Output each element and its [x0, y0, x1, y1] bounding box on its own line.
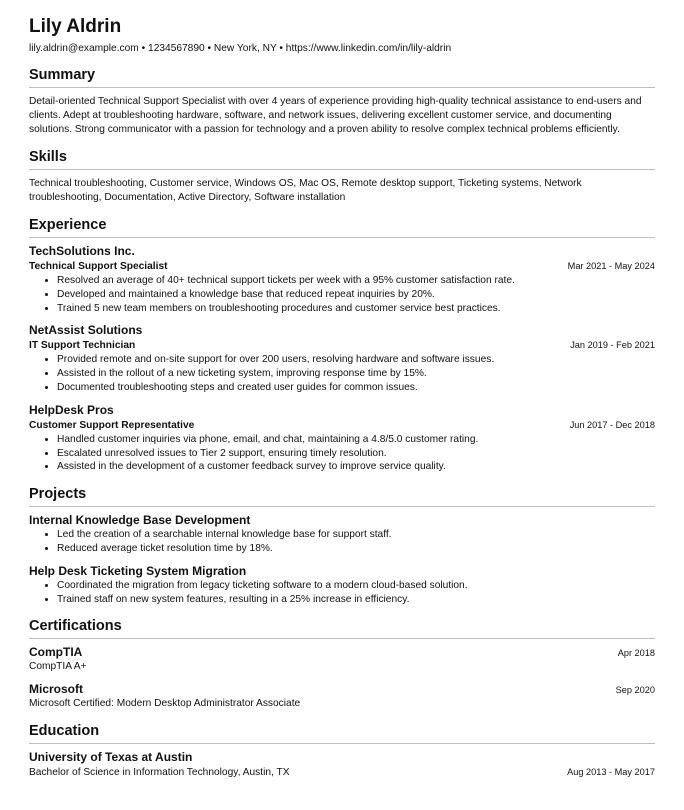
experience-section: [29, 216, 655, 474]
job-bullet: • Provided remote and on-site support for over 200 users, resolving hardware and software issues.: [57, 353, 655, 367]
summary-section: [29, 66, 655, 137]
certifications-heading: Certifications: [29, 617, 655, 639]
job-role: Customer Support Representative: [29, 419, 195, 431]
certification-date: Sep 2020: [615, 685, 655, 696]
certification-entry: [29, 645, 655, 674]
certification-entry: [29, 682, 655, 711]
project-name: Help Desk Ticketing System Migration: [29, 563, 247, 578]
resume-header: [29, 16, 655, 56]
project-bullet: • Trained staff on new system features, resulting in a 25% increase in efficiency.: [57, 593, 655, 607]
project-name: Internal Knowledge Base Development: [29, 513, 251, 528]
project-entry: [29, 513, 655, 556]
certification-issuer: Microsoft: [29, 682, 83, 697]
education-heading: Education: [29, 722, 655, 744]
projects-heading: Projects: [29, 485, 655, 507]
skills-text: Technical troubleshooting, Customer service, Windows OS, Mac OS, Remote desktop support, Ticketing systems, Network troubleshooting, Documentation, Active Directory, Software installation: [29, 178, 582, 203]
job-bullets: [29, 274, 655, 315]
contact-line: lily.aldrin@example.com • 1234567890 • New York, NY • https://www.linkedin.com/in/lily-aldrin: [29, 43, 452, 54]
education-school: University of Texas at Austin: [29, 750, 193, 765]
job-bullet: • Assisted in the rollout of a new ticketing system, improving response time by 15%.: [57, 367, 655, 381]
job-dates: Jun 2017 - Dec 2018: [569, 419, 655, 430]
job-dates: Jan 2019 - Feb 2021: [570, 340, 655, 351]
job-bullet: • Handled customer inquiries via phone, email, and chat, maintaining a 4.8/5.0 customer rating.: [57, 433, 655, 447]
experience-heading: Experience: [29, 216, 655, 238]
job-entry: [29, 403, 655, 474]
job-bullets: [29, 433, 655, 474]
job-bullet: • Assisted in the development of a customer feedback survey to improve service quality.: [57, 460, 655, 474]
job-bullet: • Escalated unresolved issues to Tier 2 support, ensuring timely resolution.: [57, 447, 655, 461]
job-entry: [29, 323, 655, 394]
job-company: TechSolutions Inc.: [29, 244, 135, 258]
job-bullet: • Resolved an average of 40+ technical support tickets per week with a 95% customer satisfaction rate.: [57, 274, 655, 288]
certification-date: Apr 2018: [617, 648, 655, 659]
certification-issuer: CompTIA: [29, 645, 83, 660]
certification-name: Microsoft Certified: Modern Desktop Administrator Associate: [29, 698, 301, 710]
project-bullets: [29, 528, 655, 556]
job-entry: [29, 244, 655, 315]
projects-section: [29, 485, 655, 606]
certification-name: CompTIA A+: [29, 661, 87, 673]
summary-text: Detail-oriented Technical Support Specialist with over 4 years of experience providing high-quality technical assistance to end-users and clients. Adept at troubleshooting hardware, software, and network issues, delivering excellent customer service, and documenting solutions. Strong communicator with a passion for technology and a proven ability to resolve complex technical problems efficiently.: [29, 96, 642, 135]
education-dates: Aug 2013 - May 2017: [567, 767, 655, 778]
education-section: [29, 722, 655, 780]
certifications-section: [29, 617, 655, 711]
job-bullets: [29, 353, 655, 394]
job-company: NetAssist Solutions: [29, 323, 143, 338]
skills-heading: Skills: [29, 148, 655, 170]
candidate-name: Lily Aldrin: [29, 16, 122, 37]
job-bullet: • Developed and maintained a knowledge base that reduced repeat inquiries by 20%.: [57, 288, 655, 302]
education-degree: Bachelor of Science in Information Technology, Austin, TX: [29, 767, 290, 779]
job-role: IT Support Technician: [29, 340, 136, 352]
job-bullet: • Trained 5 new team members on troubleshooting procedures and customer service best practices.: [57, 302, 655, 316]
project-bullet: • Led the creation of a searchable internal knowledge base for support staff.: [57, 528, 655, 542]
skills-section: [29, 148, 655, 205]
project-bullets: [29, 579, 655, 607]
job-company: HelpDesk Pros: [29, 402, 114, 417]
job-bullet: • Documented troubleshooting steps and created user guides for common issues.: [57, 381, 655, 395]
summary-heading: Summary: [29, 66, 655, 88]
project-bullet: • Reduced average ticket resolution time by 18%.: [57, 542, 655, 556]
project-entry: [29, 564, 655, 607]
project-bullet: • Coordinated the migration from legacy ticketing software to a modern cloud-based solution.: [57, 579, 655, 593]
job-dates: Mar 2021 - May 2024: [567, 261, 655, 271]
job-role: Technical Support Specialist: [29, 261, 168, 272]
